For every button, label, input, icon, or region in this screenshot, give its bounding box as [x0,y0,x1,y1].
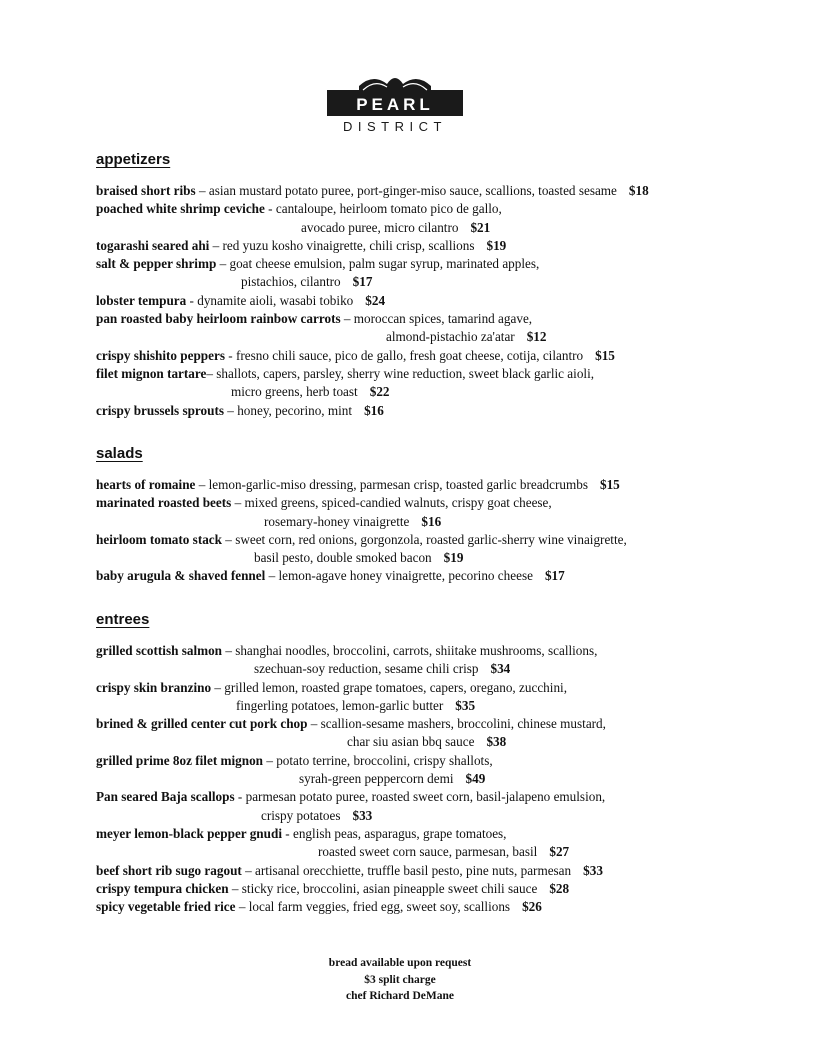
menu-item-separator: – [307,716,321,732]
menu-item-description: basil pesto, double smoked bacon [254,550,432,566]
bread-note: bread available upon request [328,957,472,969]
menu-item-description: lemon-garlic-miso dressing, parmesan crisp, toasted garlic breadcrumbs [208,477,588,492]
menu-item-separator: – [195,477,209,492]
menu-item-name: crispy skin branzino [96,679,212,695]
menu-item-description-continued [96,843,776,861]
menu-item-description: lemon-agave honey vinaigrette, pecorino cheese [278,568,533,584]
menu-item-price: $24 [365,292,386,308]
menu-item [96,402,776,420]
menu-item-line [96,237,776,255]
menu-item-description-continued [96,733,776,751]
menu-item-description: avocado puree, micro cilantro [301,219,459,235]
menu-item [96,200,776,237]
menu-item-separator: – [195,183,209,198]
menu-item-description: red yuzu kosho vinaigrette, chili crisp, scallions [222,237,475,253]
menu-item-name: crispy tempura chicken [96,880,229,896]
menu-item-line [96,310,776,328]
menu-item-line [96,182,776,200]
menu-item-name: meyer lemon-black pepper gnudi [96,825,282,841]
menu-item-price: $49 [465,771,486,787]
menu-item [96,237,776,255]
pearl-district-logo [323,72,467,134]
menu-item-line [96,880,776,898]
menu-item-separator: – [263,752,277,768]
menu-item-description: dynamite aioli, wasabi tobiko [197,292,354,308]
menu-item-line [96,531,776,549]
menu-item-description: artisanal orecchiette, truffle basil pesto, pine nuts, parmesan [254,862,572,878]
menu-item-description: honey, pecorino, mint [237,402,353,418]
menu-item-line [96,642,776,660]
menu-item [96,679,776,716]
chef-credit: chef Richard DeMane [346,990,454,1002]
menu-item-description-continued [96,807,776,825]
menu-item-separator: – [265,568,279,584]
menu-item-line [96,402,776,420]
menu-item [96,292,776,310]
salads-section [96,445,776,586]
menu-item-description: asian mustard potato puree, port-ginger-miso sauce, scallions, toasted sesame [208,183,617,198]
menu-items-list [96,182,776,420]
menu-item [96,825,776,862]
menu-item-price: $34 [490,661,511,677]
menu-item-description-continued [96,549,776,567]
menu-item-name: togarashi seared ahi [96,237,210,253]
menu-item-name: Pan seared Baja scallops [96,789,235,805]
menu-item-description: goat cheese emulsion, palm sugar syrup, marinated apples, [229,256,540,272]
menu-item-description: fingerling potatoes, lemon-garlic butter [236,697,444,713]
entrees-section [96,611,776,916]
menu-item-line [96,292,776,310]
menu-item-description-continued [96,770,776,788]
section-heading: salads [96,445,143,462]
menu-item-separator: – [216,256,230,272]
menu-item-price: $35 [455,697,476,713]
menu-item [96,255,776,292]
menu-items-list [96,642,776,916]
menu-item [96,476,776,494]
menu-item-price: $18 [628,183,649,198]
menu-items-list [96,476,776,586]
menu-item-description-continued [96,273,776,291]
appetizers-section [96,151,776,420]
menu-item-description: pistachios, cilantro [241,274,341,290]
menu-item-line [96,255,776,273]
section-heading: entrees [96,611,150,628]
menu-item-line [96,715,776,733]
menu-item-name: grilled prime 8oz filet mignon [96,752,264,768]
menu-item-line [96,200,776,218]
menu-item [96,715,776,752]
menu-item-name: braised short ribs [96,183,196,198]
menu-item-description: szechuan-soy reduction, sesame chili crisp [254,661,479,677]
menu-item-line [96,898,776,916]
menu-item-name: grilled scottish salmon [96,643,223,658]
menu-item-separator: – [209,237,223,253]
menu-item-separator: – [340,311,354,327]
menu-item-line [96,365,776,383]
section-heading: appetizers [96,151,171,168]
menu-item-name: heirloom tomato stack [96,531,222,547]
menu-item-description-continued [96,513,776,531]
menu-item [96,310,776,347]
menu-item-description: almond-pistachio za'atar [386,329,515,345]
menu-item-description: fresno chili sauce, pico de gallo, fresh goat cheese, cotija, cilantro [235,347,584,363]
menu-item-line [96,788,776,806]
menu-item-description-continued [96,328,776,346]
menu-item-price: $27 [549,844,570,860]
menu-item-separator: – [224,402,238,418]
menu-item-separator: - [186,292,198,308]
menu-item-description: cantaloupe, heirloom tomato pico de gallo, [275,201,502,217]
menu-item-description: crispy potatoes [261,807,341,823]
menu-item-price: $22 [369,384,390,400]
menu-item-name: salt & pepper shrimp [96,256,217,272]
menu-item-separator: – [222,643,236,658]
menu-item-price: $33 [352,807,373,823]
menu-item-name: crispy shishito peppers [96,347,225,363]
menu-item-description: sweet corn, red onions, gorgonzola, roasted garlic-sherry wine vinaigrette, [235,531,627,547]
menu-item-description: mixed greens, spiced-candied walnuts, crispy goat cheese, [244,495,552,511]
menu-item-description: moroccan spices, tamarind agave, [353,311,533,327]
menu-item-description: scallion-sesame mashers, broccolini, chinese mustard, [320,716,606,732]
menu-item [96,788,776,825]
menu-item-price: $19 [486,237,507,253]
menu-item-separator: – [206,365,217,381]
menu-item-line [96,476,776,494]
menu-item [96,531,776,568]
menu-item-line [96,567,776,585]
menu-item-separator: – [241,862,255,878]
menu-item-name: crispy brussels sprouts [96,402,224,418]
split-charge-note: $3 split charge [364,973,436,986]
menu-item-name: brined & grilled center cut pork chop [96,716,308,732]
menu-item-description-continued [96,219,776,237]
menu-item-price: $16 [421,513,442,529]
menu-item-name: hearts of romaine [96,477,196,492]
menu-item-description: parmesan potato puree, roasted sweet corn, basil-jalapeno emulsion, [245,789,606,805]
logo-text-district: DISTRICT [343,119,447,134]
menu-item-description: grilled lemon, roasted grape tomatoes, capers, oregano, zucchini, [224,679,567,695]
menu-item [96,862,776,880]
menu-item [96,752,776,789]
menu-item-description: potato terrine, broccolini, crispy shallots, [276,752,493,768]
menu-item-price: $16 [364,402,384,418]
menu-item-description: shallots, capers, parsley, sherry wine reduction, sweet black garlic aioli, [216,365,595,381]
menu-item-description-continued [96,383,776,401]
menu-item-description: local farm veggies, fried egg, sweet soy, scallions [248,899,511,915]
menu-item-description: sticky rice, broccolini, asian pineapple sweet chili sauce [241,880,538,896]
menu-item-name: lobster tempura [96,292,187,308]
menu-item-price: $26 [522,899,542,915]
menu-item-separator: - [234,789,246,805]
menu-item-price: $19 [443,550,464,566]
menu-item-line [96,752,776,770]
menu-item-description: char siu asian bbq sauce [347,734,475,750]
menu-item-name: marinated roasted beets [96,495,232,511]
menu-item-description: shanghai noodles, broccolini, carrots, shiitake mushrooms, scallions, [235,643,598,658]
menu-item-price: $17 [352,274,373,290]
menu-item-separator: - [264,201,276,217]
menu-item-line [96,679,776,697]
menu-item-price: $15 [599,477,620,492]
menu-item-price: $15 [595,347,615,363]
menu-item [96,182,776,200]
menu-item-separator: – [211,679,225,695]
menu-item-description-continued [96,660,776,678]
menu-item [96,365,776,402]
menu-item-price: $33 [583,862,603,878]
menu-item-separator: – [235,899,249,915]
menu-item-line [96,347,776,365]
menu-item-description: syrah-green peppercorn demi [299,771,454,787]
menu-item-line [96,862,776,880]
menu-item-name: baby arugula & shaved fennel [96,568,266,584]
menu-item [96,880,776,898]
menu-item [96,898,776,916]
menu-item-price: $38 [486,734,507,750]
menu-item-price: $12 [526,329,547,345]
menu-item-description: english peas, asparagus, grape tomatoes, [292,825,507,841]
menu-item-price: $21 [470,219,491,235]
menu-item [96,494,776,531]
menu-footer [0,955,800,1005]
menu-item-separator: – [222,531,236,547]
menu-item-name: poached white shrimp ceviche [96,201,265,217]
menu-item-price: $17 [544,568,565,584]
menu-item-name: filet mignon tartare [96,365,207,381]
menu-item-description: micro greens, herb toast [231,384,358,400]
menu-item [96,642,776,679]
menu-item-line [96,494,776,512]
menu-item-description: rosemary-honey vinaigrette [264,513,410,529]
menu-item-separator: – [228,880,242,896]
menu-item [96,347,776,365]
menu-item-description-continued [96,697,776,715]
menu-item [96,567,776,585]
menu-item-name: beef short rib sugo ragout [96,862,242,878]
menu-item-separator: - [281,825,293,841]
logo-text-pearl: PEARL [356,95,434,114]
menu-item-name: spicy vegetable fried rice [96,899,236,915]
menu-item-separator: - [224,347,236,363]
menu-item-name: pan roasted baby heirloom rainbow carrots [96,311,341,327]
menu-item-line [96,825,776,843]
menu-item-price: $28 [549,880,570,896]
menu-item-separator: – [231,495,245,511]
menu-item-description: roasted sweet corn sauce, parmesan, basil [318,844,538,860]
